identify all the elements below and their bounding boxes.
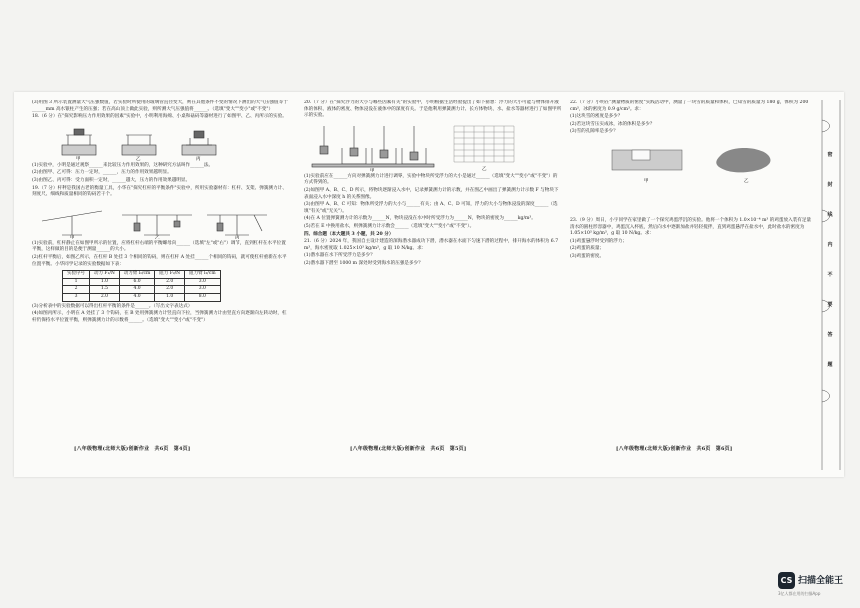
q17-part3: (3)用图 3 所示装置测量大气压强数值，若实验时所使用的玻璃管直径变大，则在其他条件不变的情况下测出的大气压强值等于______mm 高水银柱产生的压强；若在高山顶上做此实验，则所测大气压强值将______。（选填"变大""变小"或"不变"） <box>32 100 288 112</box>
q20-stem: 20.（7 分）在"探究浮力的大小与哪些因素有关"的实验中，小明根据生活经验提出了如下猜想：浮力的大小可能与物体排开液体的体积、液体的密度、物体浸没在液体中的深度有关。于是他利用弹簧测力计、长方体物块、水、盐水等器材进行了如图甲所示的实验。 <box>304 100 562 119</box>
page-4 <box>32 100 290 465</box>
q19-part2: (2)杠杆平衡后，如图乙所示，在杠杆 B 处挂 3 个相同的钩码，则在杠杆 A 处挂______个相同的钩码，就可使杠杆重新在水平位置平衡。小华同学记录的实验数据如下表： <box>32 254 287 267</box>
q18-part1: (1)实验中，小明是通过观察______来比较压力作用效果的，这种研究方法叫作______法。 <box>32 162 214 168</box>
table-header-row <box>63 271 221 279</box>
q23-part3: (3)鸡蛋的密度。 <box>570 253 605 259</box>
table-cell: 4.0 <box>119 286 154 294</box>
q19-part4: (4)如图丙所示，小明在 A 处挂了 3 个钩码，在 B 处用弹簧测力计竖直向下拉，当弹簧测力计由竖直方向逐渐向左转动时，杠杆仍保持水平位置平衡，则弹簧测力计的示数将______。（选填"变大""变小"或"不变"） <box>32 311 287 323</box>
binding-char: 答 <box>827 332 833 338</box>
q18-figure <box>32 123 290 161</box>
table-cell: 1 <box>63 278 90 286</box>
binding-char: 密 <box>827 152 833 158</box>
q19-fig-label-3: 丙 <box>235 235 240 239</box>
scanner-watermark <box>778 570 858 600</box>
table-cell: 8.0 <box>185 293 220 301</box>
binding-text <box>825 140 835 380</box>
q22-fig-label-2: 乙 <box>744 178 749 184</box>
table-header-cell: 阻力 F₂/N <box>155 271 185 279</box>
q20-part5: (5)若在 E 中换用盐水，则弹簧测力计示数会______（选填"变大""变小"或"不变"）。 <box>304 223 475 229</box>
watermark-tagline: 3亿人都在用的扫描App <box>778 591 821 596</box>
page-6 <box>570 100 815 465</box>
table-cell: 1.0 <box>155 293 185 301</box>
q18-part3: (3)由图乙、丙可得：受力面积一定时，______越大，压力的作用效果越明显。 <box>32 177 191 183</box>
table-cell: 1.5 <box>90 286 120 294</box>
q18-part2: (2)由图甲、乙可得：压力一定时，______，压力的作用效果越明显。 <box>32 170 172 176</box>
lever-data-table <box>62 270 221 301</box>
q19-fig-label-2: 乙 <box>155 235 160 239</box>
q21-part1: (1)潜水器在水下所受浮力是多少？ <box>304 253 375 259</box>
binding-strip <box>820 100 842 470</box>
table-header-cell: 动力 F₁/N <box>90 271 120 279</box>
q20-fig-label-2: 乙 <box>482 166 487 172</box>
table-row <box>63 286 221 294</box>
q19-part1: (1)实验前，杠杆静止在如图甲所示的位置，应将杠杆右端的平衡螺母向______（选填"左"或"右"）调节，直到杠杆在水平位置平衡，这样做的目的是便于测量______的大小。 <box>32 240 286 253</box>
q19-part3: (3)分析表中的实验数据可以得出杠杆平衡的条件是______。（写出文字表达式） <box>32 303 193 309</box>
q19-stem: 19.（7 分）杆秤是我国古老的衡量工具，小华在"探究杠杆的平衡条件"实验中，所用实验器材有：杠杆、支架、弹簧测力计、刻度尺、细线和质量相同的钩码若干个。 <box>32 185 287 198</box>
page-4-footer: [八年级物理(北师大版)创新作业 共6页 第4页] <box>74 446 191 452</box>
q18-fig-label-3: 丙 <box>196 156 201 161</box>
q21-part2: (2)潜水器下潜至 1000 m 深处时受到海水的压强是多少？ <box>304 260 423 266</box>
q22-part3: (3)雪的孔隙率是多少？ <box>570 129 618 135</box>
table-header-cell: 动力臂 l₁/cm <box>119 271 154 279</box>
page-5 <box>304 100 562 465</box>
table-header-cell: 实验序号 <box>63 271 90 279</box>
binding-char: 内 <box>827 242 833 248</box>
table-cell: 1.0 <box>90 278 120 286</box>
table-cell: 2 <box>63 286 90 294</box>
q21-stem: 21.（6 分）2024 年，我国自主设计建造的深海潜水器成功下潜，潜水器在水面下匀速下潜的过程中，排开海水的体积为 6.7 m³，海水密度取 1.025×10³ kg/m³，g 取 10 N/kg。求： <box>304 239 559 251</box>
q22-figure <box>570 138 815 186</box>
q20-fig-label-1: 甲 <box>370 168 375 172</box>
q20-figure <box>304 122 562 172</box>
q23-part1: (1)鸡蛋悬浮时受到的浮力； <box>570 238 628 244</box>
table-row <box>63 293 221 301</box>
page-5-footer: [八年级物理(北师大版)创新作业 共6页 第5页] <box>350 446 467 452</box>
table-cell: 2.0 <box>155 278 185 286</box>
page-6-footer: [八年级物理(北师大版)创新作业 共6页 第6页] <box>616 446 733 452</box>
q22-part2: (2)若这块雪压实成冰，冰的体积是多少？ <box>570 121 655 127</box>
exam-sheet <box>14 92 844 477</box>
table-cell: 3.0 <box>185 278 220 286</box>
q20-part4: (4)在 A 位置弹簧测力计的示数为______N，物块浸没在水中时所受浮力为______N，物块的密度为______kg/m³。 <box>304 216 536 222</box>
q22-part1: (1)这块雪的密度是多少？ <box>570 114 623 120</box>
camscanner-logo-icon: CS <box>778 572 795 589</box>
table-cell: 4.0 <box>119 293 154 301</box>
q18-fig-label-1: 甲 <box>76 156 81 161</box>
binding-char: 要 <box>827 302 833 308</box>
answer-space <box>570 188 815 218</box>
q23-part2: (2)鸡蛋的质量； <box>570 246 605 252</box>
table-cell: 2.0 <box>155 286 185 294</box>
binding-char: 线 <box>827 212 833 218</box>
q20-part2: (2)如图甲 A、B、C、D 所示，将物块逐渐浸入水中，记录弹簧测力计的示数，并在图乙中画出了弹簧测力计示数 F 与物块下表面浸入水中深度 h 的关系图像。 <box>304 187 559 200</box>
section-heading: 四、综合题（本大题共 3 小题，共 20 分） <box>304 231 394 237</box>
table-cell: 2.0 <box>90 293 120 301</box>
watermark-brand: 扫描全能王 <box>798 576 844 586</box>
q19-fig-label-1: 甲 <box>70 235 75 239</box>
table-cell: 3.0 <box>185 286 220 294</box>
q18-stem: 18.（6 分）在"探究影响压力作用效果的因素"实验中，小明利用海绵、小桌和砝码等器材进行了如图甲、乙、丙所示的实验。 <box>32 114 287 120</box>
q22-stem: 22.（7 分）小明在"测量物质的密度"实践活动中，测量了一块雪的质量和体积，已知雪的质量为 180 g，体积为 200 cm³，冰的密度为 0.9 g/cm³。求： <box>570 100 809 112</box>
q19-figure <box>32 201 290 239</box>
q20-part3: (3)由图甲 A、B、C 可知：物体所受浮力的大小与______有关；由 A、C、D 可知，浮力的大小与物体浸没的深度______（选填"有关"或"无关"）。 <box>304 202 558 214</box>
table-cell: 6.0 <box>119 278 154 286</box>
binding-char: 不 <box>827 272 833 278</box>
q20-part1: (1)实验前应在______方向对弹簧测力计进行调零，实验中物块所受浮力的大小是通过______（选填"变大""变小"或"不变"）的方式得到的。 <box>304 173 558 186</box>
binding-char: 封 <box>827 182 833 188</box>
binding-char: 题 <box>827 362 833 368</box>
q22-fig-label-1: 甲 <box>644 178 649 184</box>
table-header-cell: 阻力臂 l₂/cm <box>185 271 220 279</box>
q23-stem: 23.（9 分）周日，小宇同学在家里做了一个探究鸡蛋浮沉的实验。他将一个体积为 1.0×10⁻⁴ m³ 的鸡蛋放入装有足量清水的圆柱形容器中，鸡蛋沉入杯底，然后向水中逐渐加盐并轻轻搅拌，直到鸡蛋悬浮在盐水中，此时盐水的密度为 1.05×10³ kg/m³，g 取 10 N/kg。求： <box>570 217 812 237</box>
q18-fig-label-2: 乙 <box>136 156 141 161</box>
table-cell: 3 <box>63 293 90 301</box>
table-row <box>63 278 221 286</box>
